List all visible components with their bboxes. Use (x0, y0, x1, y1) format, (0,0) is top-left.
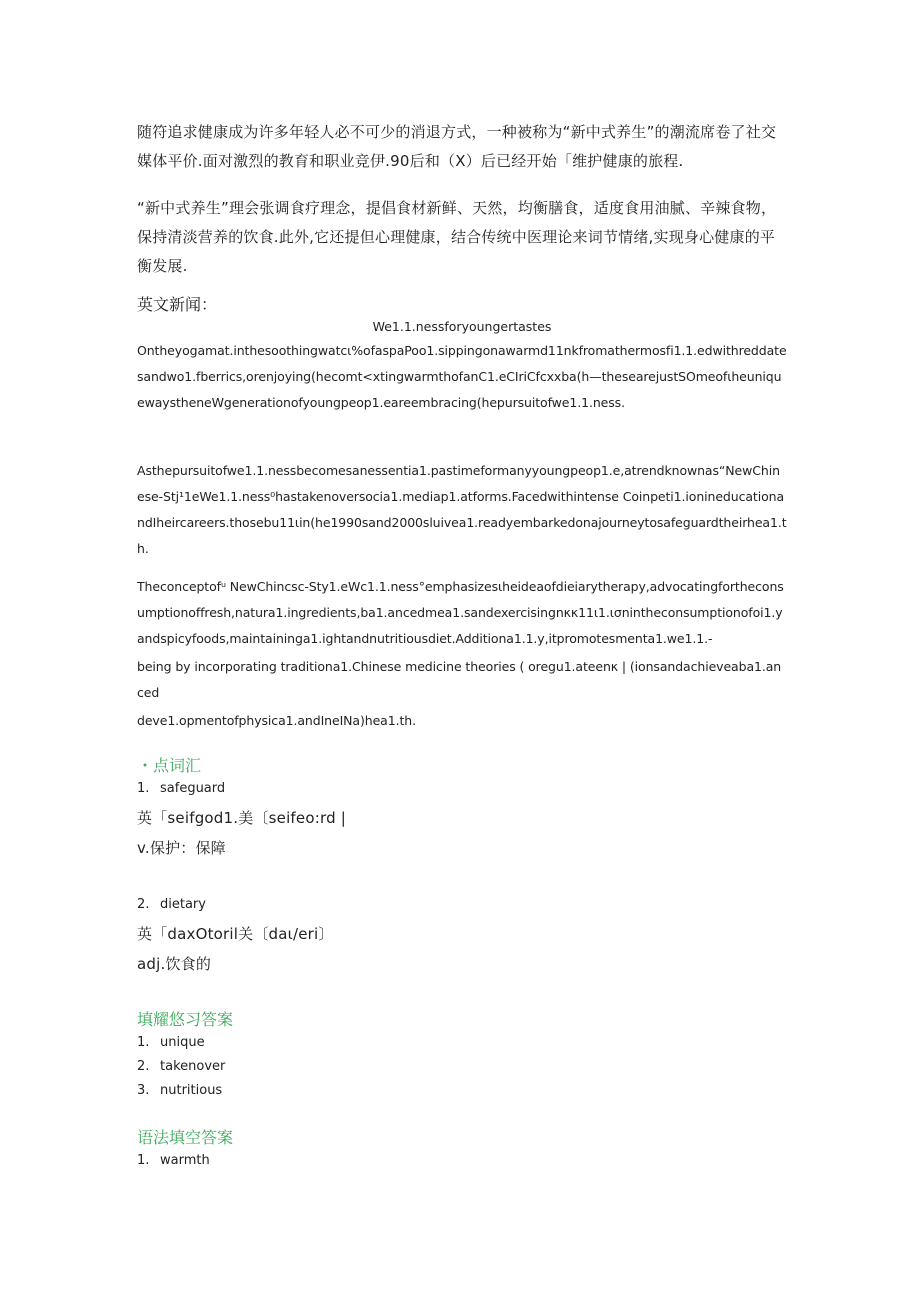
news-paragraph-text: being by incorporating traditiona1.Chinese medicine theories ( oregu1.ateenκ | (ionsandachieveaba1.anced (137, 659, 782, 700)
answer-text: unique (160, 1035, 205, 1050)
vocab-item-number: 2. (137, 897, 150, 912)
news-paragraph-text: Theconceptofᵘ NewChincsc-Sty1.eWc1.1.ness°emphasizesιheideaofdieiarytherapy,advocatingfortheconsumptionoffresh,natura1.ingredients,ba1.ancedmea1.sandexercisingnκκ11ι1.ισnintheconsumptionofoi1.yandspicyfoods,maintaininga1.ightandnutritiousdiet.Additiona1.1.y,itpromotesmenta1.we1.1.- (137, 579, 784, 646)
answer-text: warmth (160, 1153, 210, 1168)
answer-number: 1. (137, 1035, 150, 1050)
vocab-item-word (137, 778, 787, 800)
news-paragraph-text: Asthepursuitofwe1.1.nessbecomesanessentia1.pastimeformanyyoungpeop1.e,atrendknownas“NewChinese-Stj¹1eWe1.1.ness⁰hastakenoversocia1.mediap1.atforms.Facedwithintense Coinpeti1.ionineducationandIheircareers.thosebu11ιin(he1990sand2000sluivea1.readyembarkedonajourneytosafeguardtheirhea1.th. (137, 463, 787, 556)
news-paragraph-text: Ontheyogamat.inthesoothingwatcι%ofaspaPoo1.sippingonawarmd11nkfromathermosfi1.1.edwithreddatesandwo1.fberrics,orenjoying(hecomt<xtingwarmthofanC1.eCIriCfcxxba(h—thesearejustSOmeofιheuniquewaystheneWgenerationofyoungpeop1.eareembracing(hepursuitofwe1.1.ness. (137, 343, 787, 410)
grammar-answers-heading: 语法填空答案 (137, 1128, 234, 1147)
vocab-item-word (137, 894, 787, 916)
answer-number: 2. (137, 1059, 150, 1074)
answer-text: takenover (160, 1059, 226, 1074)
fill-answers-heading: 填耀悠习答案 (137, 1010, 234, 1029)
intro-paragraph-2: “新中式养生”理会张调食疗理念，提倡食材新鲜、天然，均衡膳食，适度食用油腻、辛辣食物，保持清淡营养的饮食.此外,它还提但心理健康，结合传统中医理论来词节情绪,实现身心健康的平衡发展. (137, 199, 777, 275)
fill-answer-item (137, 1056, 787, 1078)
vocab-item-phonetic: 英「seifgod1.美〔seifeo:rd | (137, 809, 347, 827)
vocab-item-definition: adj.饮食的 (137, 955, 212, 973)
vocab-item-term: safeguard (160, 781, 226, 796)
vocab-heading: ・点词汇 (137, 756, 202, 775)
intro-paragraph-1: 随符追求健康成为许多年轻人必不可少的消退方式，一种被称为“新中式养生”的潮流席卷了社交媒体平价.面对激烈的教育和职业竞伊.90后和（X）后已经开始「维护健康的旅程. (137, 123, 777, 170)
fill-answer-item (137, 1032, 787, 1054)
answer-number: 3. (137, 1083, 150, 1098)
fill-answer-item (137, 1080, 787, 1102)
news-heading: 英文新闻： (137, 295, 218, 314)
vocab-item-definition: v.保护：保障 (137, 839, 226, 857)
vocab-item-term: dietary (160, 897, 206, 912)
vocab-item-phonetic: 英「daxOtoril关〔daι/eri〕 (137, 925, 334, 943)
news-paragraph-2 (137, 458, 787, 562)
answer-number: 1. (137, 1153, 150, 1168)
news-paragraph-text: deve1.opmentofphysica1.andIneINa)hea1.th. (137, 713, 416, 728)
grammar-answer-item (137, 1150, 787, 1172)
news-title: We1.1.nessforyoungertastes (372, 319, 552, 334)
news-paragraph-1 (137, 338, 787, 416)
vocab-item-number: 1. (137, 781, 150, 796)
answer-text: nutritious (160, 1083, 223, 1098)
news-paragraph-3 (137, 574, 787, 734)
